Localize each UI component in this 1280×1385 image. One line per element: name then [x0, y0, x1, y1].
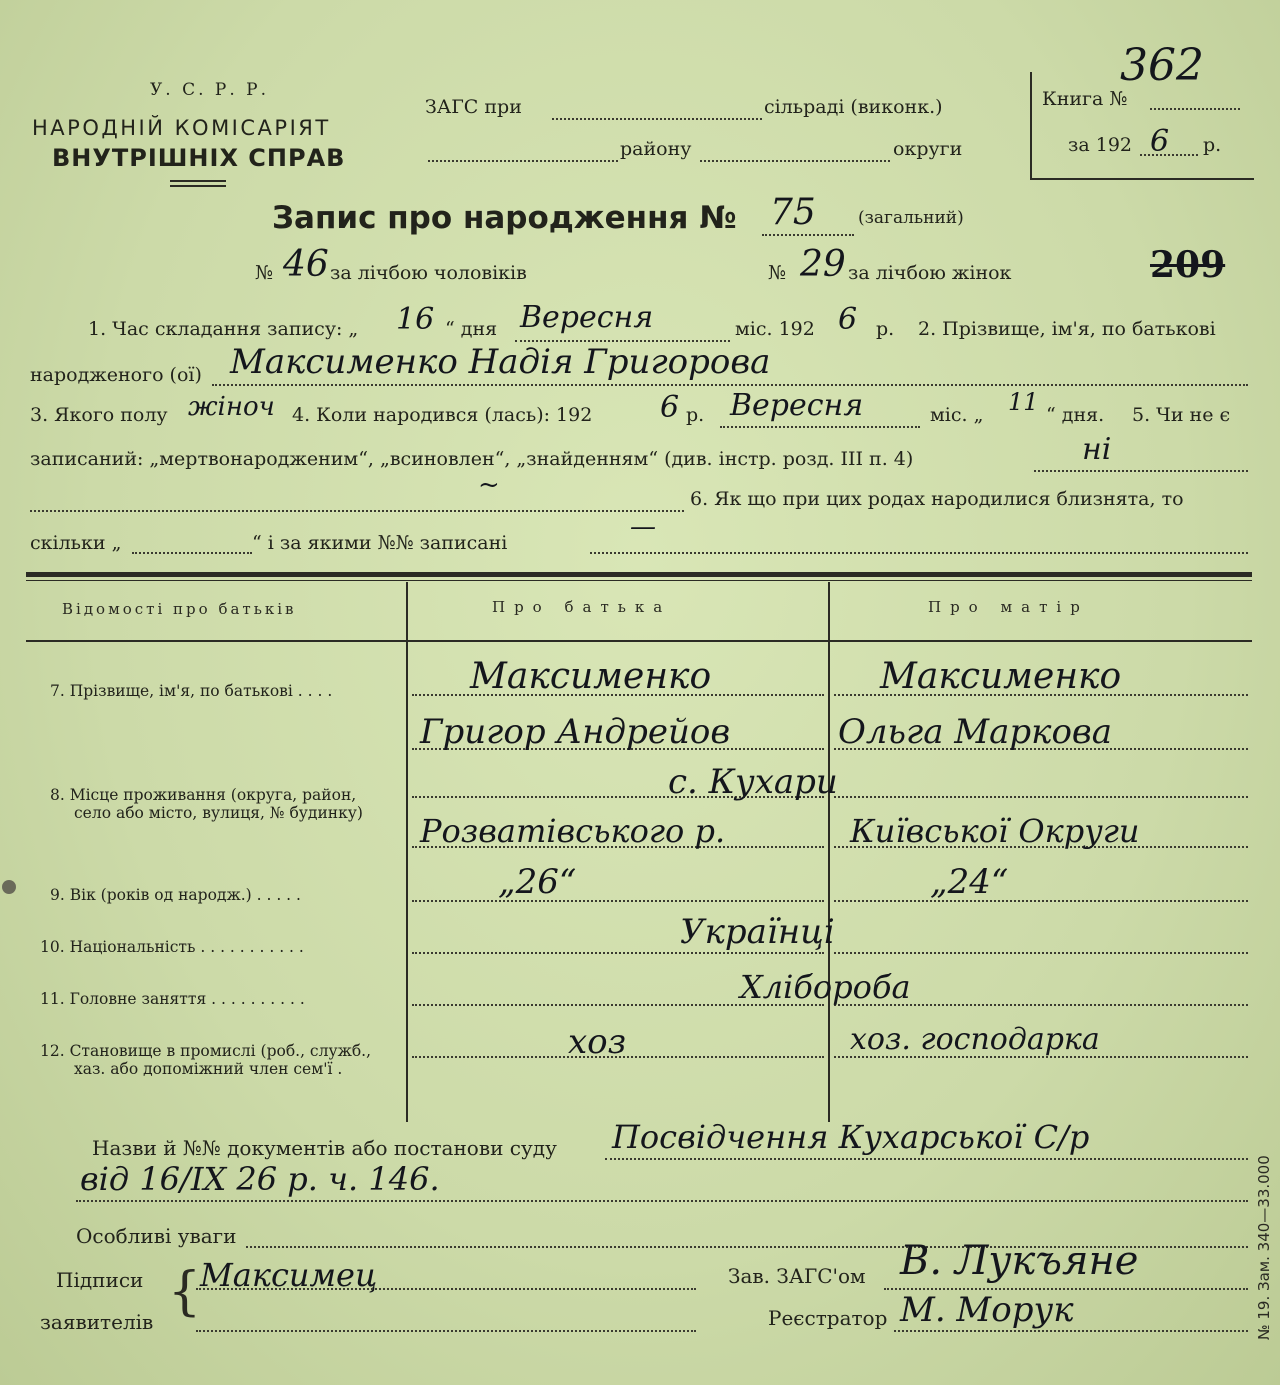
mother-name: Ольга Маркова [838, 712, 1112, 752]
book-year-r: р. [1203, 134, 1222, 156]
place-village: с. Кухари [668, 762, 838, 802]
age-father: „26“ [498, 862, 577, 902]
table-header-rule [26, 640, 1252, 642]
row-label-9: 9. Вік (років од народж.) . . . . . [50, 886, 301, 904]
f3-label: 3. Якого полу [30, 404, 168, 426]
header-ussr: У. С. Р. Р. [150, 80, 269, 100]
docs-fill-1 [605, 1158, 1248, 1160]
f6-count-fill [132, 552, 252, 554]
f2-label: 2. Прізвище, ім'я, по батькові [918, 318, 1216, 340]
f4-label: 4. Коли народився (лась): 192 [292, 404, 593, 426]
place-mother: Київської Округи [850, 812, 1140, 850]
f5-value: ні [1082, 432, 1112, 467]
f4-year: 6 [660, 390, 680, 425]
f4-r: р. [686, 404, 705, 426]
rayonu-label: району [620, 138, 692, 160]
docs-fill-2 [76, 1200, 1248, 1202]
table-col-mother: Про матір [928, 598, 1089, 616]
punch-hole [2, 880, 16, 894]
applicant-sign-fill-2 [196, 1330, 696, 1332]
registrar-signature: М. Морук [900, 1290, 1074, 1330]
struck-number: 209 [1150, 244, 1226, 286]
record-number-fill [762, 234, 854, 236]
record-general: (загальний) [858, 208, 964, 228]
book-number: 362 [1120, 40, 1204, 91]
zags-pri-label: ЗАГС при [425, 96, 522, 118]
f5-dash: ~ [478, 470, 500, 500]
f6-line2b: “ і за якими №№ записані [252, 532, 508, 554]
row-fill [834, 796, 1248, 798]
f6-fill [590, 552, 1248, 554]
registrar-sign-fill [894, 1330, 1248, 1332]
f1-day: 16 [396, 302, 435, 337]
record-title: Запис про народження № [272, 200, 737, 236]
status-mother: хоз. господарка [850, 1022, 1100, 1057]
women-prefix: № [768, 262, 786, 284]
okrugy-label: округи [893, 138, 963, 160]
notes-label: Особливі уваги [76, 1224, 237, 1248]
signatures-brace: { [168, 1262, 202, 1322]
place-father: Розватівського р. [420, 812, 726, 850]
men-label: за лічбою чоловіків [330, 262, 527, 284]
f4-month-fill [720, 426, 920, 428]
f5-label: 5. Чи не є [1132, 404, 1231, 426]
f3-value: жіноч [188, 392, 275, 422]
status-father: хоз [568, 1022, 627, 1062]
applicant-sign-fill-1 [196, 1288, 696, 1290]
header-commissariat: НАРОДНІЙ КОМІСАРІЯТ [32, 116, 331, 140]
book-year-value: 6 [1150, 124, 1170, 159]
docs-label: Назви й №№ документів або постанови суду [92, 1136, 557, 1160]
signatures-label-1: Підписи [56, 1268, 144, 1292]
f1-year: 6 [838, 302, 858, 337]
f1-mis: міс. 192 [735, 318, 815, 340]
record-number: 75 [770, 192, 816, 233]
women-label: за лічбою жінок [848, 262, 1012, 284]
row-label-8a: 8. Місце проживання (округа, район, [50, 786, 357, 804]
table-col-divider-1 [406, 582, 408, 1122]
father-name: Григор Андрейов [420, 712, 731, 752]
row-label-8b: село або місто, вулиця, № будинку) [74, 804, 363, 822]
f1-r: р. [876, 318, 895, 340]
f4-month: Вересня [730, 388, 864, 423]
f5-line2: записаний: „мертвонародженим“, „всиновлен“, „знайденням“ (див. інстр. розд. III п. 4) [30, 448, 914, 470]
men-prefix: № [255, 262, 273, 284]
rayon-fill-line [428, 160, 618, 162]
men-count: 46 [283, 244, 329, 285]
f2-fill [212, 384, 1248, 386]
row-fill [834, 952, 1248, 954]
women-count: 29 [800, 244, 846, 285]
row-label-7: 7. Прізвище, ім'я, по батькові . . . . [50, 682, 333, 700]
f5-fill [1034, 470, 1248, 472]
registrar-label: Реєстратор [768, 1306, 888, 1330]
nationality: Українці [680, 912, 835, 952]
header-ministry: ВНУТРІШНІХ СПРАВ [52, 144, 346, 172]
table-col-parents: Відомості про батьків [62, 600, 297, 618]
row-fill [412, 952, 824, 954]
table-top-rule [26, 572, 1252, 577]
f6-line2a: скільки „ [30, 532, 122, 554]
f6-label: 6. Як що при цих родах народилися близнята, то [690, 488, 1184, 510]
zags-fill-line [552, 118, 762, 120]
occupation: Хліборобa [740, 968, 911, 1006]
applicant-signature: Максимец [200, 1256, 378, 1294]
print-stamp: № 19. Зам. 340—33.000 [1255, 1155, 1273, 1340]
silradi-label: сільраді (виконк.) [764, 96, 943, 118]
f1-label: 1. Час складання запису: „ [88, 318, 359, 340]
table-col-father: Про батька [492, 598, 672, 616]
table-top-rule-thin [26, 580, 1252, 581]
docs-value-1: Посвідчення Кухарської С/р [612, 1118, 1090, 1156]
book-label: Книга № [1042, 88, 1128, 110]
f1-dnia: “ дня [445, 318, 498, 340]
row-fill [834, 900, 1248, 902]
f4-mis: міс. „ [930, 404, 984, 426]
row-label-12a: 12. Становище в промислі (роб., служб., [40, 1042, 372, 1060]
age-mother: „24“ [930, 862, 1009, 902]
row-fill [412, 900, 824, 902]
father-surname: Максименко [470, 656, 712, 697]
f6-dash: — [630, 512, 656, 542]
table-col-divider-2 [828, 582, 830, 1122]
header-rule [170, 185, 226, 187]
signatures-label-2: заявителів [40, 1310, 154, 1334]
f1-month: Вересня [520, 300, 654, 335]
row-label-10: 10. Національність . . . . . . . . . . . [40, 938, 304, 956]
head-signature: В. Лукъяне [900, 1238, 1139, 1284]
mother-surname: Максименко [880, 656, 1122, 697]
row-label-11: 11. Головне заняття . . . . . . . . . . [40, 990, 305, 1008]
header-rule [170, 180, 226, 182]
f5-fill-2 [30, 510, 684, 512]
row-label-12b: хаз. або допоміжний член сем'ї . [74, 1060, 343, 1078]
okrug-fill-line [700, 160, 890, 162]
head-label: Зав. ЗАГС'ом [728, 1264, 866, 1288]
docs-value-2: від 16/IX 26 р. ч. 146. [80, 1160, 440, 1198]
f2-sub: народженого (ої) [30, 364, 202, 386]
book-year-label: за 192 [1068, 134, 1132, 156]
f4-day: 11 [1008, 388, 1039, 416]
f4-dnia: “ дня. [1046, 404, 1105, 426]
book-year-fill [1140, 154, 1198, 156]
f2-value: Максименко Надія Григорова [230, 342, 771, 382]
book-fill-line [1150, 108, 1240, 110]
